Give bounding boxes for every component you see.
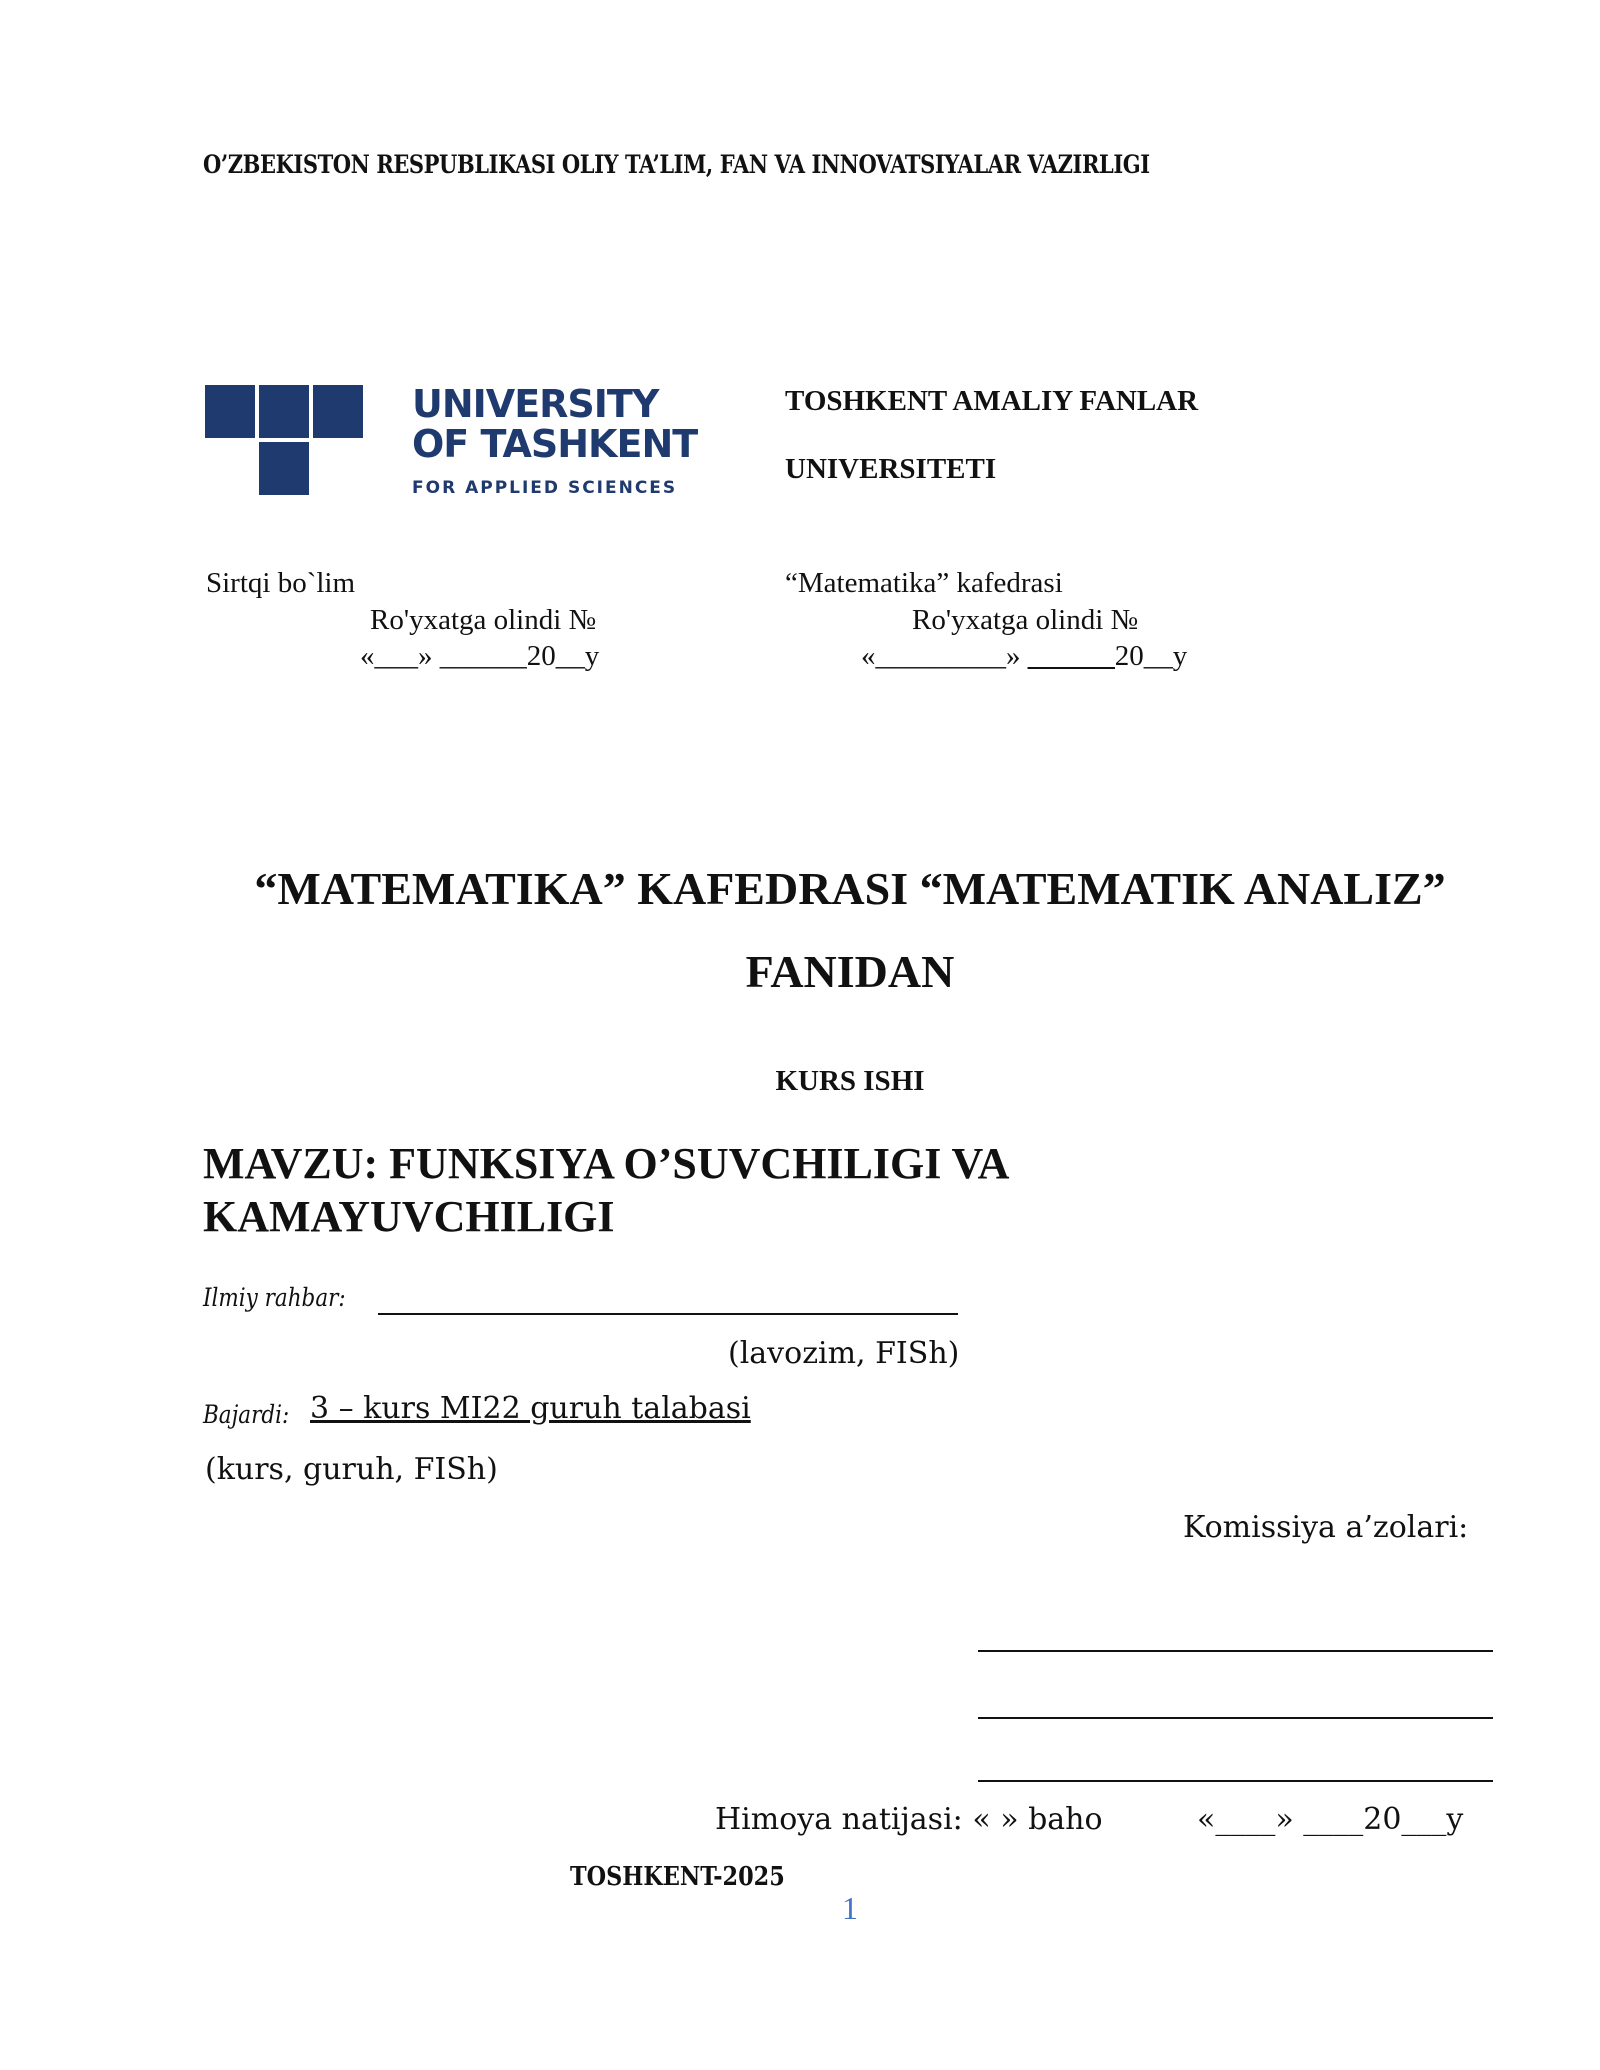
registration-date-end: 20__y [1114, 640, 1188, 672]
supervisor-signature-line [378, 1313, 958, 1315]
logo-square [205, 385, 255, 438]
university-name-line1: TOSHKENT AMALIY FANLAR [785, 385, 1199, 417]
supervisor-label: Ilmiy rahbar: [203, 1283, 346, 1312]
city-year: TOSHKENT-2025 [570, 1862, 785, 1892]
logo-square [313, 385, 363, 438]
supervisor-hint: (lavozim, FISh) [728, 1336, 960, 1371]
registration-date-left: «___» ______20__y [360, 640, 600, 672]
university-logo [205, 382, 698, 515]
registration-label-left: Ro'yxatga olindi № [370, 604, 597, 636]
commission-label: Komissiya a’zolari: [1183, 1510, 1469, 1545]
commission-signature-line [978, 1780, 1493, 1782]
main-title-line2: FANIDAN [745, 946, 955, 997]
logo-square [259, 385, 309, 438]
student-value: 3 – kurs MI22 guruh talabasi [310, 1391, 751, 1426]
logo-text-of-tashkent: OF TASHKENT [412, 422, 698, 466]
logo-text-university: UNIVERSITY [412, 382, 659, 426]
logo-square [259, 442, 309, 495]
university-name-line2: UNIVERSITETI [785, 453, 997, 485]
topic-title: MAVZU: FUNKSIYA O’SUVCHILIGI VA KAMAYUVCHILIGI [203, 1139, 1008, 1241]
logo-text-applied-sciences: FOR APPLIED SCIENCES [412, 478, 678, 498]
registration-date-open: «_________» [861, 640, 1021, 672]
registration-label-right: Ro'yxatga olindi № [912, 604, 1139, 636]
work-type: KURS ISHI [775, 1065, 925, 1097]
main-title-line1: “MATEMATIKA” KAFEDRASI “MATEMATIK ANALIZ” [254, 863, 1446, 914]
department-matematika: “Matematika” kafedrasi [785, 567, 1063, 599]
student-label: Bajardi: [203, 1400, 290, 1429]
registration-date-blank: ______ [1027, 640, 1115, 672]
commission-signature-line [978, 1650, 1493, 1652]
defense-result: Himoya natijasi: « » baho [715, 1802, 1103, 1837]
department-sirtqi: Sirtqi bo`lim [206, 567, 356, 599]
registration-date-right [861, 640, 1187, 673]
student-hint: (kurs, guruh, FISh) [205, 1452, 498, 1487]
defense-date: «____» ____20___y [1197, 1802, 1464, 1837]
commission-signature-line [978, 1717, 1493, 1719]
page-number: 1 [842, 1890, 858, 1926]
ministry-title: O’ZBEKISTON RESPUBLIKASI OLIY TA’LIM, FAN VA INNOVATSIYALAR VAZIRLIGI [203, 150, 1150, 179]
